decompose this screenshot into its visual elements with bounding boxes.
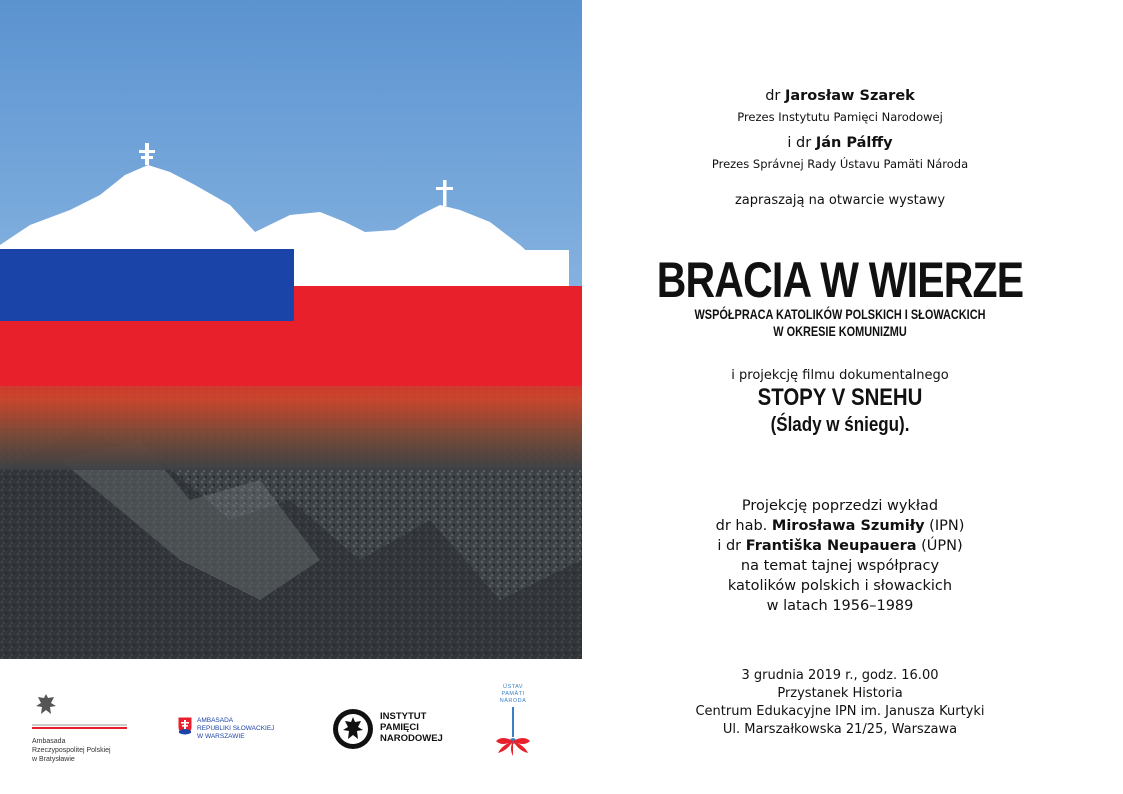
embassy-sk-line-1: AMBASADA — [197, 717, 234, 724]
lecture-speaker2-prefix: i dr — [717, 538, 746, 554]
exhibition-subtitle-2: W OKRESIE KOMUNIZMU — [773, 323, 907, 339]
exhibition-subtitle-1: WSPÓŁPRACA KATOLIKÓW POLSKICH I SŁOWACKICH — [694, 306, 986, 322]
mountain-flag-illustration — [0, 0, 582, 659]
embassy-pl-line-2: Rzeczypospolitej Polskiej — [32, 747, 111, 754]
embassy-pl-line-3: w Bratysławie — [32, 756, 75, 763]
film-title: STOPY V SNEHU — [757, 384, 923, 411]
eagle-emblem-icon — [34, 692, 58, 718]
lecture-line-1: Projekcję poprzedzi wykład — [741, 498, 939, 514]
host2-prefix: i dr — [787, 135, 816, 151]
embassy-sk-line-2: REPUBLIKI SŁOWACKIEJ — [197, 725, 275, 732]
lecture-speaker1-prefix: dr hab. — [715, 518, 772, 534]
film-intro: i projekcję filmu dokumentalnego — [731, 368, 949, 383]
embassy-sk-line-3: W WARSZAWIE — [197, 733, 245, 740]
upn-line-3: NÁRODA — [499, 698, 527, 704]
embassy-pl-line-1: Ambasada — [32, 738, 66, 745]
lecture-speaker1-name: Mirosława Szumiły — [771, 518, 925, 534]
ipn-line-1: INSTYTUT — [380, 711, 427, 722]
slovak-coat-of-arms-icon — [177, 716, 193, 736]
host1-line — [600, 88, 1080, 104]
flag-blue-band — [0, 249, 294, 321]
host1-name: Jarosław Szarek — [784, 88, 915, 104]
host1-role: Prezes Instytutu Pamięci Narodowej — [737, 110, 943, 124]
partner-logos — [0, 670, 600, 790]
event-date: 3 grudnia 2019 r., godz. 16.00 — [741, 668, 939, 683]
logo-embassy-poland — [32, 692, 142, 764]
event-venue: Przystanek Historia — [777, 686, 903, 701]
upn-emblem-icon — [488, 707, 538, 757]
ipn-seal-icon — [332, 708, 374, 750]
lecture-line-3 — [600, 538, 1080, 554]
host1-prefix: dr — [765, 88, 785, 104]
host2-line — [600, 135, 1080, 151]
invite-line: zapraszają na otwarcie wystawy — [734, 193, 946, 208]
lecture-speaker2-name: Františka Neupauera — [745, 538, 917, 554]
poster-artwork — [0, 0, 582, 659]
lecture-speaker2-affiliation: (ÚPN) — [916, 538, 963, 554]
exhibition-title: BRACIA W WIERZE — [656, 252, 1024, 308]
ipn-line-2: PAMIĘCI — [380, 722, 419, 733]
upn-line-2: PAMÄTI — [501, 691, 525, 697]
lecture-speaker1-affiliation: (IPN) — [924, 518, 965, 534]
flag-white-band — [294, 250, 569, 286]
lecture-line-2 — [600, 518, 1080, 534]
film-translation: (Ślady w śniegu). — [770, 414, 910, 436]
host2-role: Prezes Správnej Rady Ústavu Pamäti Národa — [711, 157, 969, 171]
host2-name: Ján Pálffy — [815, 135, 893, 151]
upn-line-1: ÚSTAV — [502, 684, 524, 690]
logo-upn — [488, 684, 548, 761]
ipn-line-3: NARODOWEJ — [380, 733, 443, 744]
lecture-line-6: w latach 1956–1989 — [766, 598, 914, 614]
event-center: Centrum Edukacyjne IPN im. Janusza Kurtyki — [695, 704, 985, 719]
lecture-line-5: katolików polskich i słowackich — [727, 578, 953, 594]
invitation-text — [600, 0, 1080, 794]
lecture-line-4: na temat tajnej współpracy — [740, 558, 940, 574]
event-address: Ul. Marszałkowska 21/25, Warszawa — [722, 722, 958, 737]
